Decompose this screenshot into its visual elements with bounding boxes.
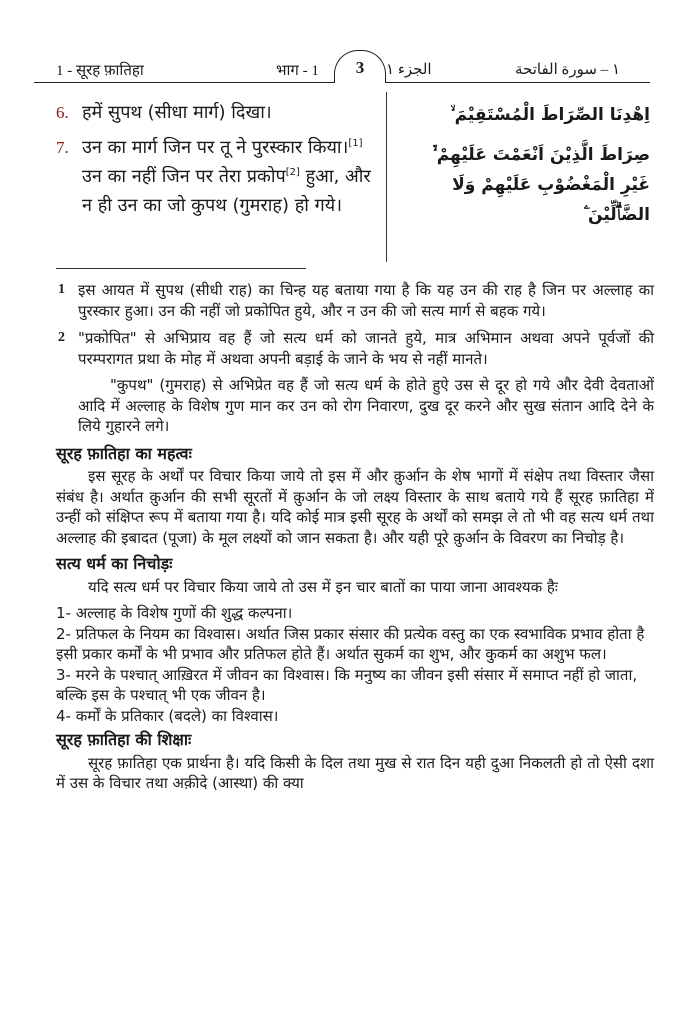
list-item: 3- मरने के पश्चात् आख़िरत में जीवन का विश्वास। कि मनुष्य का जीवन इसी संसार में समाप्त नहीं हो जाता, बल्कि इस के पश्चात् भी एक जीवन है। [56,665,638,704]
header-surah-title: 1 - सूरह फ़ातिहा [56,63,144,79]
verse-text: हमें सुपथ (सीधा मार्ग) दिखा। [82,102,272,123]
verse-text-b: उन का नहीं जिन पर तेरा प्रकोप [82,166,286,187]
footnote-ref-2[interactable]: [2] [285,167,300,178]
verse-7 [56,133,386,220]
verse-text-a: उन का मार्ग जिन पर तू ने पुरस्कार किया। [82,137,349,158]
section-text-importance: इस सूरह के अर्थों पर विचार किया जाये तो इस में और क़ुर्आन के शेष भागों में संक्षेप तथा विस्तार जैसा संबंध है। अर्थात क़ुर्आन की सभी सूरतों में क़ुर्आन के जो लक्ष्य विस्तार के साथ बताये गये हैं सूरह फ़ातिहा में उन्हीं को संक्षिप्त रूप में बताया गया है। यदि कोई मात्र इसी सूरह के अर्थों को समझ ले तो भी वह सत्य धर्म तथा अल्लाह की इबादत (पूजा) के मूल लक्ष्यों को जान सकता है। और यही पूरे क़ुर्आन के विवरण का निचोड़ है। [56,467,654,547]
verse-number: 7. [56,138,69,157]
section-intro-essence: यदि सत्य धर्म पर विचार किया जाये तो उस में इन चार बातों का पाया जाना आवश्यक हैः [88,577,558,596]
footnote-text-continued: "कुपथ" (गुमराह) से अभिप्रेत वह हैं जो सत्य धर्म के होते हुऐ उस से दूर हो गये और देवी देवताओं आदि में अल्लाह के विशेष गुण मान कर उन को रोग निवारण, दुख दूर करने और सुख संतान आदि देने के लिये गुहारने लगे। [78,376,654,435]
footnote-rule [56,268,306,269]
list-item: 1- अल्लाह के विशेष गुणों की शुद्ध कल्पना। [56,604,293,622]
arabic-ayah-6: اِهْدِنَا الصِّرَاطَ الْمُسْتَقِيْمَ ۙ [450,105,650,125]
verse-translation [56,98,386,226]
page-number: 3 [334,50,386,83]
page-header [34,58,650,84]
section-heading-importance: सूरह फ़ातिहा का महत्वः [56,443,192,463]
verse-text-c: हुआ, और न ही उन का जो कुपथ (गुमराह) हो गये। [82,166,371,216]
section-text-teachings: सूरह फ़ातिहा एक प्रार्थना है। यदि किसी के दिल तथा मुख से रात दिन यही दुआ निकलती हो तो ऐसी दशा में उस के विचार तथा अक़ीदे (आस्था) की क्या [56,753,654,792]
commentary [56,280,654,800]
verse-6 [56,98,386,127]
column-divider [386,92,387,262]
footnote-text: इस आयत में सुपथ (सीधी राह) का चिन्ह यह बताया गया है कि यह उन की राह है जिन पर अल्लाह का पुरस्कार हुआ। उन की नहीं जो प्रकोपित हुये, और न उन की जो सत्य मार्ग से बहक गये। [78,281,654,320]
footnote-ref-1[interactable]: [1] [348,138,363,149]
header-part-hindi: भाग - 1 [276,63,319,79]
footnote-text: "प्रकोपित" से अभिप्राय वह हैं जो सत्य धर्म को जानते हुये, मात्र अभिमान अथवा अपने पूर्वजों की परम्परागत प्रथा के मोह में अथवा अपनी बड़ाई के जाने के भय से नहीं मानते। [78,329,654,368]
header-part-arabic: الجزء ١ [386,62,432,78]
footnote-number: 1 [58,282,65,297]
list-item: 2- प्रतिफल के नियम का विश्वास। अर्थात जिस प्रकार संसार की प्रत्येक वस्तु का एक स्वभाविक प्रभाव होता है इसी प्रकार कर्मों के भी प्रभाव और प्रतिफल होते हैं। अर्थात सुकर्म का शुभ, और कुकर्म का अशुभ फल। [56,624,645,663]
footnote-number: 2 [58,330,65,345]
arabic-ayah-7: صِرَاطَ الَّذِيْنَ اَنْعَمْتَ عَلَيْهِمْ ۙ۬ غَيْرِ الْمَغْضُوْبِ عَلَيْهِمْ وَلَا الضَّاۗلِّيْنَ ۧ [432,145,650,225]
header-surah-arabic: ١ – سورة الفاتحة [514,62,620,78]
arabic-text [400,100,650,240]
section-heading-teachings: सूरह फ़ातिहा की शिक्षाः [56,730,192,749]
footnote-2 [56,328,654,437]
section-heading-essence: सत्य धर्म का निचोड़ः [56,554,173,573]
footnote-1 [56,280,654,321]
verse-number: 6. [56,103,69,122]
list-item: 4- कर्मों के प्रतिकार (बदले) का विश्वास। [56,706,279,725]
